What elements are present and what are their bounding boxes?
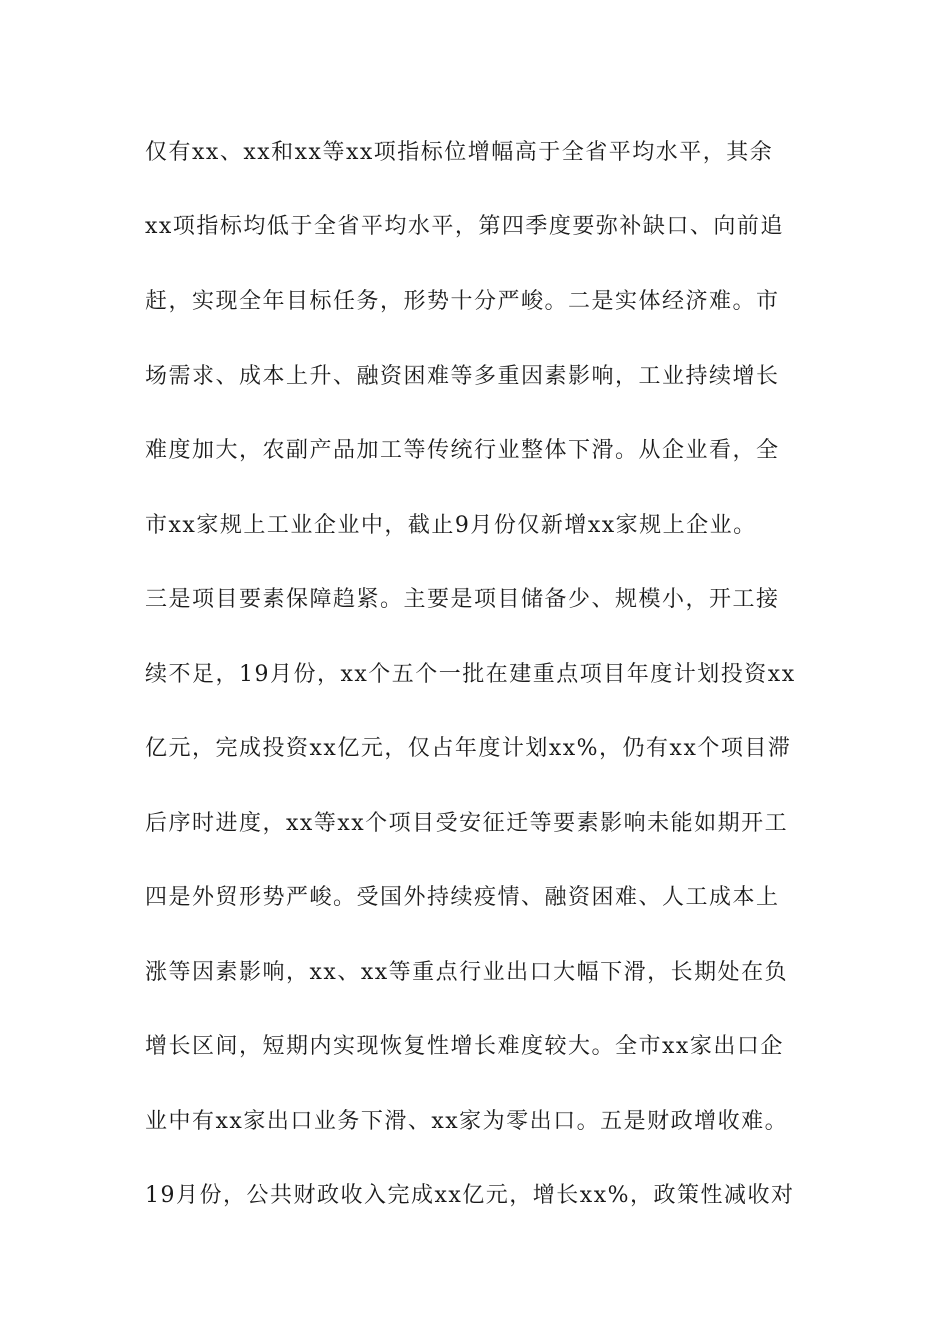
text-line: 场需求、成本上升、融资困难等多重因素影响，工业持续增长	[145, 364, 780, 389]
text-line: 续不足，19月份，xx个五个一批在建重点项目年度计划投资xx	[145, 662, 796, 687]
text-line: 亿元，完成投资xx亿元，仅占年度计划xx%，仍有xx个项目滞	[145, 736, 792, 761]
text-line: 涨等因素影响，xx、xx等重点行业出口大幅下滑，长期处在负	[145, 960, 789, 985]
text-line: 19月份，公共财政收入完成xx亿元，增长xx%，政策性减收对	[145, 1183, 795, 1208]
text-line: 市xx家规上工业企业中，截止9月份仅新增xx家规上企业。	[145, 513, 757, 538]
text-line: 仅有xx、xx和xx等xx项指标位增幅高于全省平均水平，其余	[145, 140, 774, 165]
text-line: 四是外贸形势严峻。受国外持续疫情、融资困难、人工成本上	[145, 885, 780, 910]
text-line: 难度加大，农副产品加工等传统行业整体下滑。从企业看，全	[145, 438, 780, 463]
text-line: 赶，实现全年目标任务，形势十分严峻。二是实体经济难。市	[145, 289, 780, 314]
text-line: 三是项目要素保障趋紧。主要是项目储备少、规模小，开工接	[145, 587, 780, 612]
text-line: 增长区间，短期内实现恢复性增长难度较大。全市xx家出口企	[145, 1034, 784, 1059]
text-line: 后序时进度，xx等xx个项目受安征迁等要素影响未能如期开工	[145, 811, 789, 836]
text-line: xx项指标均低于全省平均水平，第四季度要弥补缺口、向前追	[145, 214, 784, 239]
text-line: 业中有xx家出口业务下滑、xx家为零出口。五是财政增收难。	[145, 1109, 789, 1134]
